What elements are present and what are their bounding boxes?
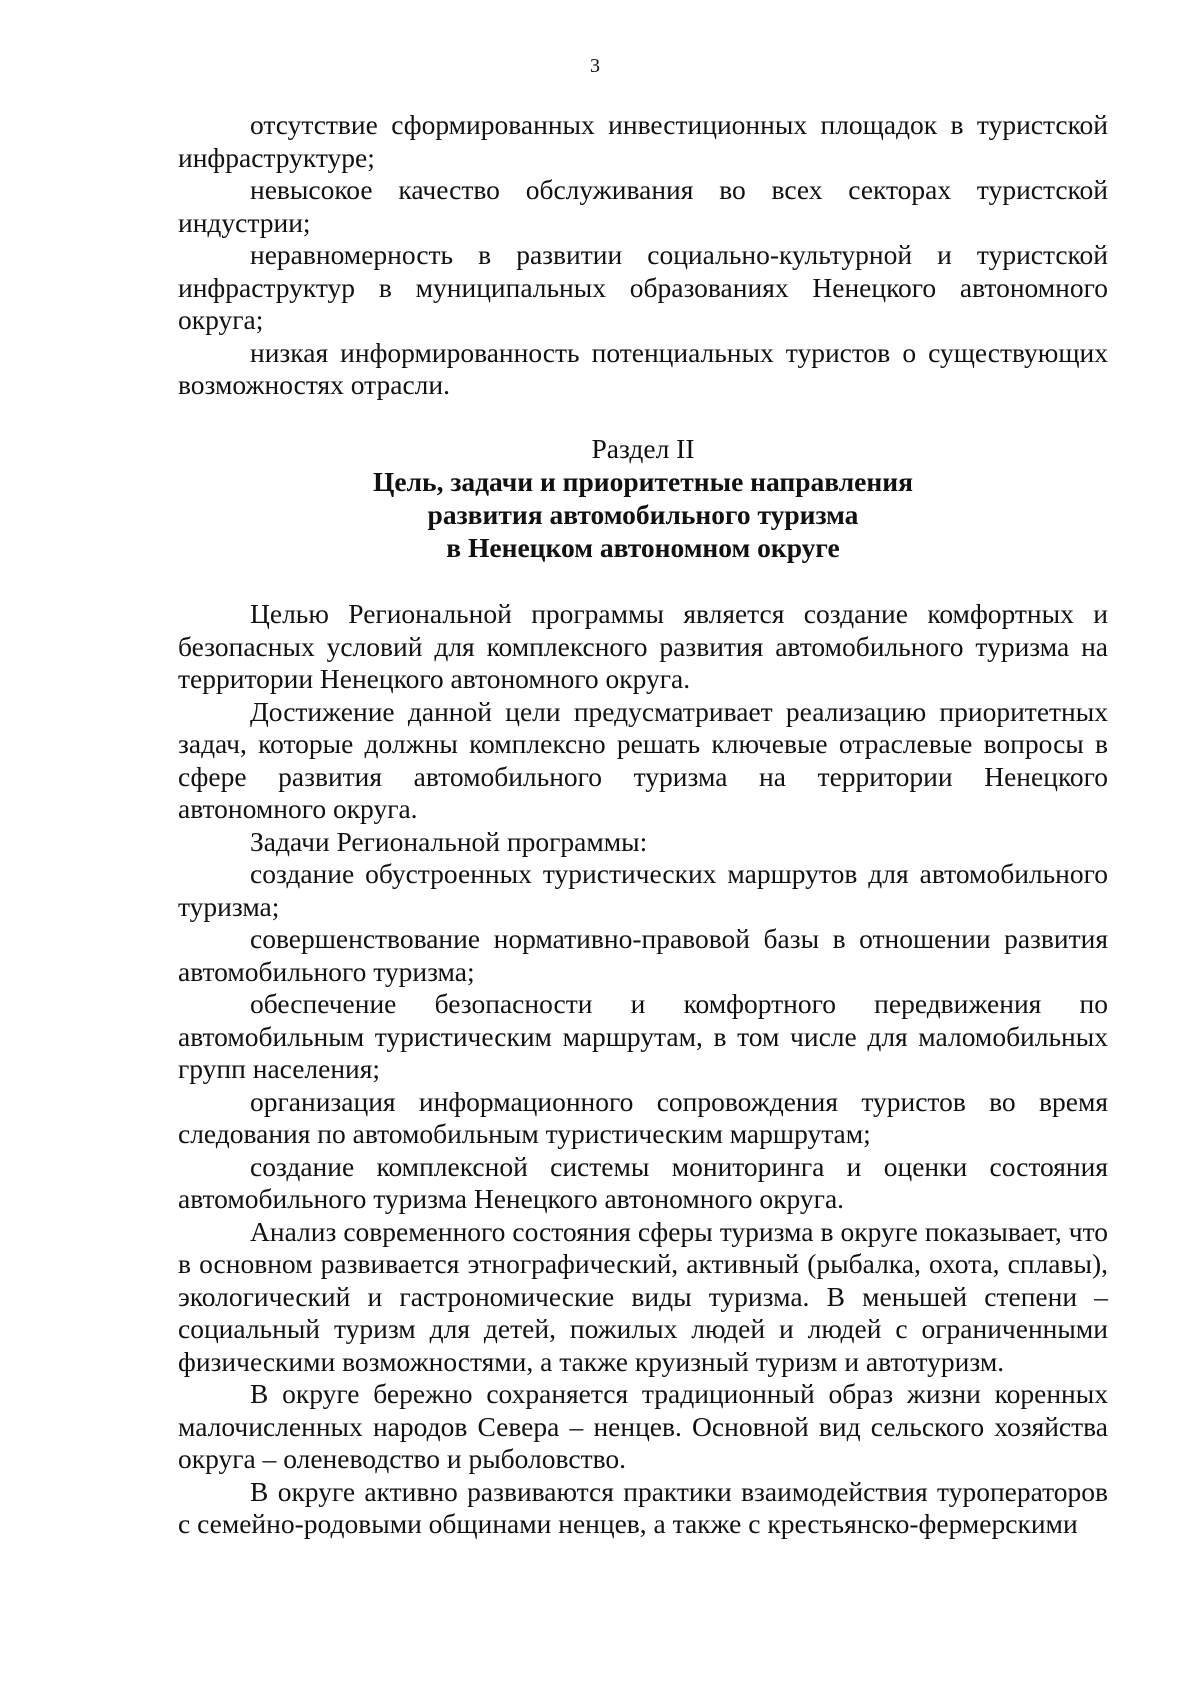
task-item-legal-base: совершенствование нормативно-правовой базы в отношении развития автомобильного туризма; [178,923,1108,987]
task-item-safety: обеспечение безопасности и комфортного передвижения по автомобильным туристическим маршрутам, в том числе для маломобильных групп населения; [178,988,1108,1084]
paragraph-investment-sites: отсутствие сформированных инвестиционных площадок в туристской инфраструктуре; [178,109,1108,173]
paragraph-tasks-intro: Задачи Региональной программы: [250,825,648,857]
problems-list [178,109,1108,402]
paragraph-program-goal: Целью Региональной программы является создание комфортных и безопасных условий для комплексного развития автомобильного туризма на территории Ненецкого автономного округа. [178,598,1108,694]
task-item-monitoring: создание комплексной системы мониторинга и оценки состояния автомобильного туризма Ненецкого автономного округа. [178,1150,1108,1214]
section-heading [178,432,1108,564]
section-title-line: развития автомобильного туризма [427,499,859,530]
paragraph-uneven-infrastructure: неравномерность в развитии социально-культурной и туристской инфраструктур в муниципальных образованиях Ненецкого автономного округа; [178,239,1108,335]
page-number: 3 [590,55,600,77]
paragraph-tourism-analysis: Анализ современного состояния сферы туризма в округе показывает, что в основном развивается этнографический, активный (рыбалка, охота, сплавы), экологический и гастрономические виды туризма. В меньшей степени – социальный туризм для детей, пожилых людей и людей с ограниченными физическими возможностями, а также круизный туризм и автотуризм. [178,1215,1108,1377]
section-body [178,598,1108,1541]
task-item-information: организация информационного сопровождения туристов во время следования по автомобильным туристическим маршрутам; [178,1085,1108,1149]
section-number: Раздел II [591,433,695,464]
section-title [178,465,1108,564]
paragraph-goal-achievement: Достижение данной цели предусматривает реализацию приоритетных задач, которые должны комплексно решать ключевые отраслевые вопросы в сфере развития автомобильного туризма на территории Ненецкого автономного округа. [178,695,1108,824]
paragraph-tour-operator-practices: В округе активно развиваются практики взаимодействия туроператоров с семейно-родовыми общинами ненцев, а также с крестьянско-фермерскими [178,1475,1108,1539]
paragraph-low-awareness: низкая информированность потенциальных туристов о существующих возможностях отрасли. [178,336,1108,400]
task-item-routes: создание обустроенных туристических маршрутов для автомобильного туризма; [178,858,1108,922]
section-title-line: Цель, задачи и приоритетные направления [373,466,913,497]
section-title-line: в Ненецком автономном округе [446,532,840,563]
paragraph-service-quality: невысокое качество обслуживания во всех секторах туристской индустрии; [178,174,1108,238]
paragraph-traditional-lifestyle: В округе бережно сохраняется традиционный образ жизни коренных малочисленных народов Севера – ненцев. Основной вид сельского хозяйства округа – оленеводство и рыболовство. [178,1378,1108,1474]
